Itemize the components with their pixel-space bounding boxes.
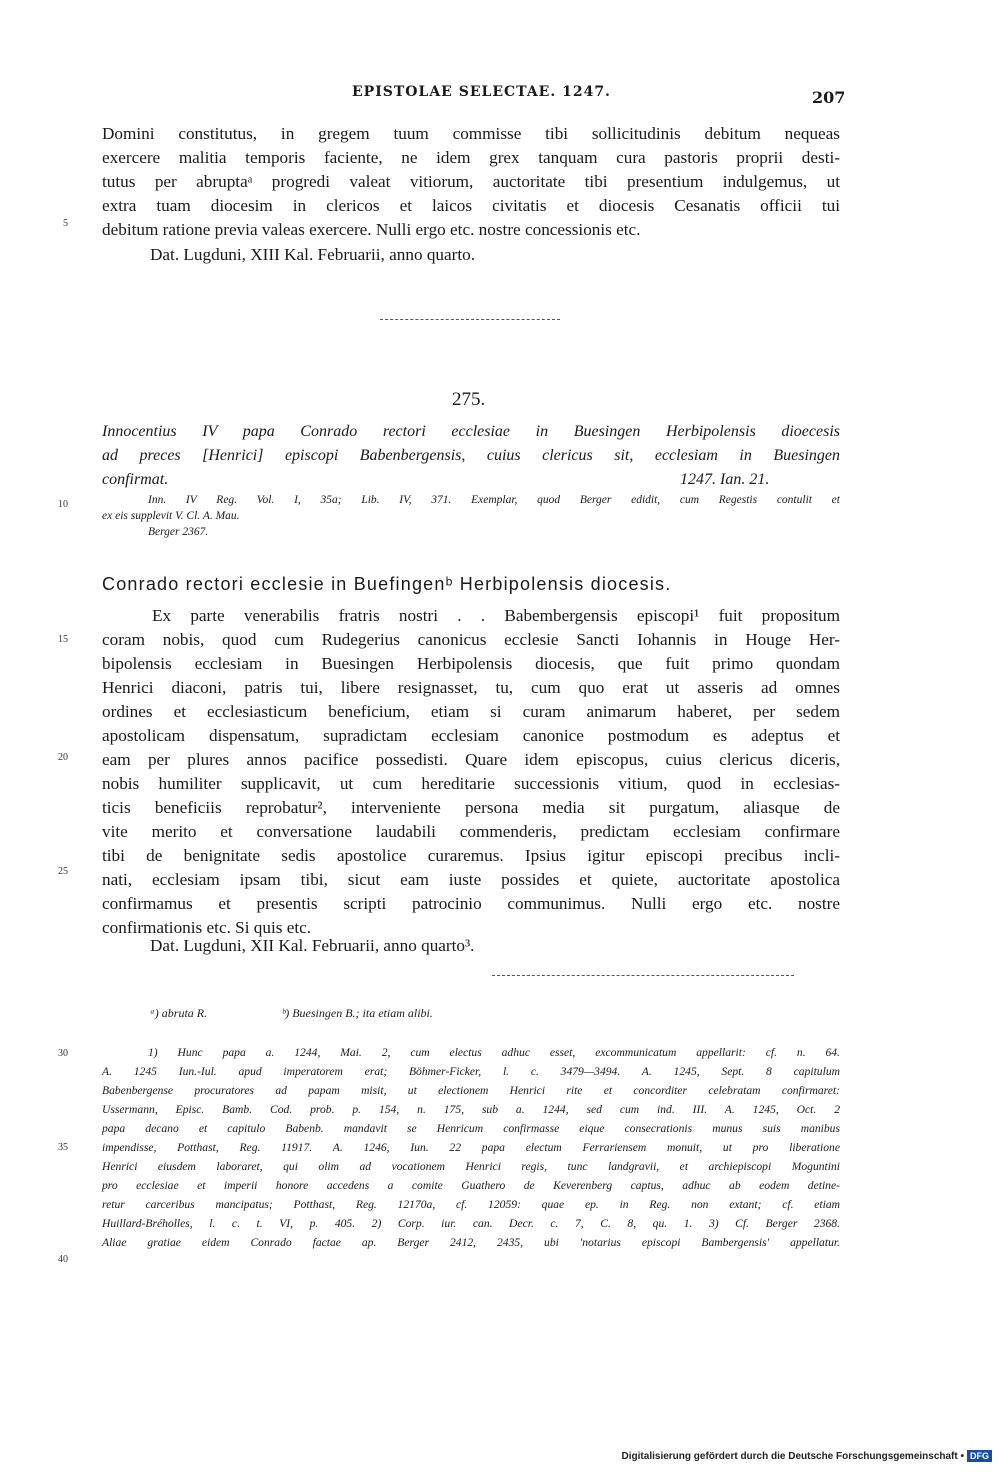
text-line: nati, ecclesiam ipsam tibi, sicut eam iuste possides et quiete, auctoritate apostolica xyxy=(102,870,840,889)
text-line: confirmamus et presentis scripti patrocinio communimus. Nulli ergo etc. nostre xyxy=(102,894,840,913)
regest-line: confirmat. xyxy=(102,471,169,488)
regest xyxy=(102,420,840,492)
line-number: 20 xyxy=(58,752,68,763)
footnote-line: papa decano et capitulo Babenb. mandavit se Henricum confirmasse eique consecrationis munus suis manibus xyxy=(102,1122,840,1135)
letter-end-separator xyxy=(492,975,794,976)
footnote-line: Henrici eiusdem laboraret, qui olim ad vocationem Henrici regis, tunc landgravii, et archiepiscopi Moguntini xyxy=(102,1160,840,1173)
source-line: Berger 2367. xyxy=(148,526,209,538)
footnote-line: Huillard-Bréholles, l. c. t. VI, p. 405. 2) Corp. iur. can. Decr. c. 7, C. 8, qu. 1. 3) Cf. Berger 2368. xyxy=(102,1217,840,1230)
running-title: EPISTOLAE SELECTAE. 1247. xyxy=(352,84,611,100)
line-number: 10 xyxy=(58,499,68,510)
source-line: ex eis supplevit V. Cl. A. Mau. xyxy=(102,510,240,522)
regest-line: ad preces [Henrici] episcopi Babenbergensis, cuius clericus sit, ecclesiam in Buesingen xyxy=(102,447,840,464)
regest-date: 1247. Ian. 21. xyxy=(680,471,770,488)
footnote-line: 1) Hunc papa a. 1244, Mai. 2, cum electus adhuc esset, excommunicatum appellarit: cf. n. 64. xyxy=(148,1046,840,1059)
footnote-line: pro ecclesiae et imperii honore accedens a comite Guathero de Keverenberg captus, adhuc ab eodem detine- xyxy=(102,1179,840,1192)
previous-letter-text xyxy=(102,122,840,247)
previous-letter-dating: Dat. Lugduni, XIII Kal. Februarii, anno quarto. xyxy=(150,245,476,264)
footnote-line: retur carceribus mancipatus; Potthast, Reg. 12170a, cf. 12059: quae ep. in Reg. non extant; cf. etiam xyxy=(102,1198,840,1211)
text-line: Domini constitutus, in gregem tuum commisse tibi sollicitudinis debitum nequeas xyxy=(102,124,840,143)
footnote-line: impendisse, Potthast, Reg. 11917. A. 1246, Iun. 22 papa electum Ferrariensem monuit, ut pro liberatione xyxy=(102,1141,840,1154)
text-line: nobis humiliter supplicavit, ut cum hereditarie successionis vitium, quod in ecclesias- xyxy=(102,774,840,793)
text-line: tibi de benignitate sedis apostolice curaremus. Ipsius igitur episcopi precibus incli- xyxy=(102,846,840,865)
line-number: 15 xyxy=(58,634,68,645)
source-line: Inn. IV Reg. Vol. I, 35a; Lib. IV, 371. Exemplar, quod Berger edidit, cum Regestis contulit et xyxy=(148,494,840,506)
line-number: 5 xyxy=(63,218,68,229)
digitization-credit xyxy=(622,1450,992,1462)
footnote-line: Aliae gratiae eidem Conrado factae ap. Berger 2412, 2435, ubi 'notarius episcopi Bambergensis' appellatur. xyxy=(102,1236,840,1249)
text-line: bipolensis ecclesiam in Buesingen Herbipolensis diocesis, que fuit primo quondam xyxy=(102,654,840,673)
sources xyxy=(102,492,840,540)
text-line: Ex parte venerabilis fratris nostri . . Babembergensis episcopi¹ fuit propositum xyxy=(152,606,840,625)
text-line: Henrici diaconi, patris tui, libere resignasset, tu, cum quo erat ut asseris ad omnes xyxy=(102,678,840,697)
text-line: eam per plures annos pacifice possedisti. Quare idem episcopus, cuius clericus diceris, xyxy=(102,750,840,769)
text-line: extra tuam diocesim in clericos et laicos civitatis et diocesis Cesanatis officii tui xyxy=(102,196,840,215)
letter-number: 275. xyxy=(452,389,486,410)
dfg-logo: DFG xyxy=(967,1450,992,1462)
apparatus-note-a: ᵃ) abruta R. xyxy=(150,1006,208,1020)
footnotes xyxy=(102,1043,840,1252)
credit-text: Digitalisierung gefördert durch die Deutsche Forschungsgemeinschaft • xyxy=(621,1451,964,1462)
line-number: 40 xyxy=(58,1254,68,1265)
text-line: confirmationis etc. Si quis etc. xyxy=(102,918,312,937)
line-number: 25 xyxy=(58,866,68,877)
text-line: ordines et ecclesiasticum beneficium, etiam si curam animarum haberet, per sedem xyxy=(102,702,840,721)
footnote-line: Ussermann, Episc. Bamb. Cod. prob. p. 154, n. 175, sub a. 1244, sed cum ind. III. A. 1245, Oct. 2 xyxy=(102,1103,840,1116)
letter-text xyxy=(102,604,840,944)
section-separator xyxy=(380,319,560,320)
regest-line xyxy=(102,420,840,444)
regest-line-text: Innocentius IV papa Conrado rectori ecclesiae in Buesingen Herbipolensis dioecesis xyxy=(102,423,840,440)
text-line: tutus per abruptaᵃ progredi valeat vitiorum, auctoritate tibi presentium indulgemus, ut xyxy=(102,172,840,191)
text-line: vite merito et conversatione laudabili commenderis, predictam ecclesiam confirmare xyxy=(102,822,840,841)
line-number: 30 xyxy=(58,1048,68,1059)
text-line: ticis beneficiis reprobatur², interveniente persona media sit purgatum, aliasque de xyxy=(102,798,840,817)
address-line: Conrado rectori ecclesie in Buefingenᵇ Herbipolensis diocesis. xyxy=(102,574,672,594)
footnote-line: Babenbergense procuratores ad papam misit, ut electionem Henrici rite et concorditer celebratam confirmaret: xyxy=(102,1084,840,1097)
text-line: debitum ratione previa valeas exercere. Nulli ergo etc. nostre concessionis etc. xyxy=(102,220,641,239)
line-number: 35 xyxy=(58,1142,68,1153)
text-line: exercere malitia temporis faciente, ne idem grex tanquam cura pastoris proprii desti- xyxy=(102,148,840,167)
apparatus-note-b: ᵇ) Buesingen B.; ita etiam alibi. xyxy=(282,1006,433,1020)
footnote-line: A. 1245 Iun.-Iul. apud imperatorem erat; Böhmer-Ficker, l. c. 3479—3494. A. 1245, Sept. 8 capitulum xyxy=(102,1065,840,1078)
letter-dating: Dat. Lugduni, XII Kal. Februarii, anno quarto³. xyxy=(150,936,475,955)
text-line: apostolicam dispensatum, supradictam ecclesiam canonice postmodum es adeptus et xyxy=(102,726,840,745)
text-line: coram nobis, quod cum Rudegerius canonicus ecclesie Sancti Iohannis in Houge Her- xyxy=(102,630,840,649)
page-number: 207 xyxy=(812,88,846,107)
